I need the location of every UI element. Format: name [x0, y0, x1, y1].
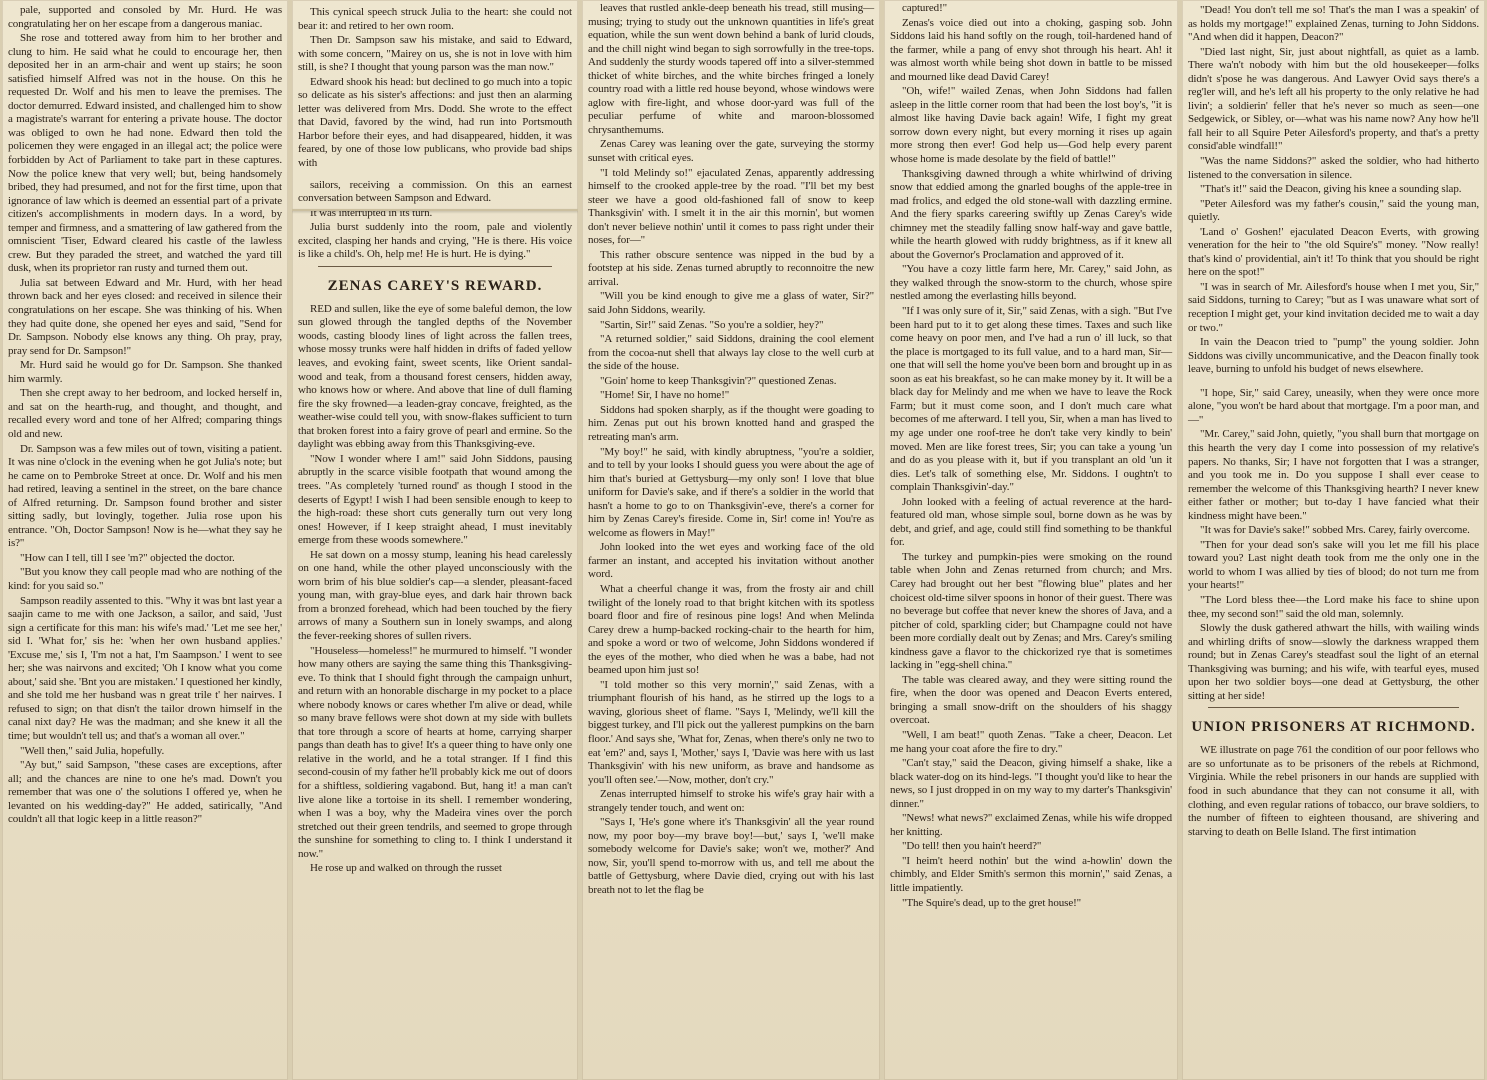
article-heading: UNION PRISONERS AT RICHMOND. [1191, 719, 1476, 736]
paragraph: "The Squire's dead, up to the gret house!" [902, 896, 1082, 909]
paragraph: leaves that rustled ankle-deep beneath his tread, still musing—musing; trying to study out the unknown quantities in life's great equation, while the sun went down behind a bank of lurid clouds, and the chill night wind began to sigh sorrowfully in the tree-tops. And suddenly the sturdy woods tapered off into a silver-stemmed thicket of white birches, and the white birches fringed a lonely country road with a little red house beyond, whose windows were aglow with fire-light, and whose door-yard was full of the peculiar perfume of white and maroon-blossomed chrysanthemums. [588, 2, 874, 136]
paragraph: Edward shook his head: but declined to go much into a topic so delicate as his sister's affections: and just then an alarming letter was delivered from Mrs. Dodd. She wrote to the effect that David, favored by the wind, had run into Portsmouth Harbor before their eyes, and had disappeared, hidden, it was feared, by one of those low publicans, who provide bad ships with [298, 75, 572, 170]
paragraph: The table was cleared away, and they were sitting round the fire, when the door was opened and Deacon Everts entered, bringing a small snow-drift on the shoulders of his shaggy overcoat. [890, 673, 1172, 727]
paragraph: This cynical speech struck Julia to the heart: she could not bear it: and retired to her own room. [298, 6, 572, 32]
paragraph: Siddons had spoken sharply, as if the thought were goading to him. Zenas put out his brown knotted hand and grasped the retreating man's arm. [588, 403, 874, 443]
paragraph: "Well then," said Julia, hopefully. [20, 744, 165, 757]
paragraph: 'Land o' Goshen!' ejaculated Deacon Everts, with growing veneration for the heir to "the old Squire's" money. "Now really! that's kind o' providential, ain't it! To think that you should be right here on the spot!" [1188, 225, 1479, 279]
column-4 [884, 0, 1178, 1080]
paragraph: "Well, I am beat!" quoth Zenas. "Take a cheer, Deacon. Let me hang your coat afore the fire to dry." [890, 728, 1172, 755]
paragraph: "How can I tell, till I see 'm?" objected the doctor. [20, 551, 235, 564]
paragraph: "Sartin, Sir!" said Zenas. "So you're a soldier, hey?" [600, 318, 824, 331]
paragraph: Julia burst suddenly into the room, pale and violently excited, clasping her hands and crying, "He is there. His voice is like a child's. Oh, help me! He is hurt. He is dying." [298, 221, 572, 261]
paragraph: "Will you be kind enough to give me a glass of water, Sir?" said John Siddons, wearily. [588, 290, 874, 317]
paragraph: Thanksgiving dawned through a white whirlwind of driving snow that eddied among the gnarled boughs of the apple-tree in mad frolics, and edged the old stone-wall with dazzling ermine. And the fiery sparks careering swiftly up Zenas Carey's wide chimney met the steadily falling snow half-way and gave battle, while the hearth glowed with ruddy brightness, as if it knew all about the Governor's Proclamation and approved of it. [890, 167, 1172, 261]
column-5-article-text [1188, 744, 1479, 839]
paragraph: Zenas interrupted himself to stroke his wife's gray hair with a strangely tender touch, and went on: [588, 788, 874, 814]
paragraph: "I was in search of Mr. Ailesford's house when I met you, Sir," said Siddons, turning to Carey; "but as I was unaware what sort of reception I might get, your kind invitation decided me to wait a day or two." [1188, 280, 1479, 334]
paragraph: "News! what news?" exclaimed Zenas, while his wife dropped her knitting. [890, 812, 1172, 838]
paragraph: "A returned soldier," said Siddons, draining the cool element from the cocoa-nut shell that always lay close to the well curb at the side of the house. [588, 333, 874, 373]
paragraph: Dr. Sampson was a few miles out of town, visiting a patient. It was nine o'clock in the evening when he got Julia's note; but he came on to Pembroke Street at once. Dr. Wolf and his men had retired, leaving a sentinel in the street, on the bare chance of Alfred returning. Dr. Sampson found brother and sister sitting sadly, but lovingly, together. Julia rose upon his entrance. "Oh, Doctor Sampson! Now is he—what they say he is?" [8, 442, 282, 550]
column-5-bottom-text [1188, 387, 1479, 704]
paragraph: This rather obscure sentence was nipped in the bud by a footstep at his side. Zenas turned abruptly to reconnoitre the new arrival. [588, 248, 874, 288]
column-4-text [890, 2, 1172, 910]
column-2 [292, 0, 578, 1080]
paragraph: "I heim't heerd nothin' but the wind a-howlin' down the chimbly, and Elder Smith's sermon this mornin'," said Zenas, a little impatiently. [890, 854, 1172, 894]
paragraph: In vain the Deacon tried to "pump" the young soldier. John Siddons was civilly uncommunicative, and the Deacon finally took leave, burning to unfold his budget of news elsewhere. [1188, 336, 1479, 376]
paragraph: Zenas Carey was leaning over the gate, surveying the stormy sunset with critical eyes. [588, 138, 874, 165]
paragraph: "Goin' home to keep Thanksgivin'?" questioned Zenas. [600, 374, 837, 387]
paragraph: pale, supported and consoled by Mr. Hurd. He was congratulating her on her escape from a dangerous maniac. [8, 4, 282, 30]
paragraph: "Now I wonder where I am!" said John Siddons, pausing abruptly in the scarce visible footpath that wound among the trees. "As completely 'turned round' as though I stood in the deserts of Egypt! I wish I had been sensible enough to keep to the high-road: these short cuts generally turn out very long ones! However, if I keep straight ahead, I must inevitably emerge from these woods somewhere." [298, 452, 572, 547]
paragraph: "Dead! You don't tell me so! That's the man I was a speakin' of as holds my mortgage!" explained Zenas, turning to John Siddons. "And when did it happen, Deacon?" [1188, 4, 1479, 44]
paragraph: RED and sullen, like the eye of some baleful demon, the low sun glowed through the tangled depths of the November woods, casting bloody lines of light across the fallen trees, whose mossy trunks were half hidden in drifts of faded yellow leaves, and evoking faint, sweet scents, like Orient sandal-wood and teak, from a thousand forest censers, hidden away, who knows how or where. And above that line of dull flaming fire the sky frowned—a leaden-gray concave, freighted, as the weather-wise could tell you, with snow-flakes sufficient to turn that broken forest into a fairy grove of pearl and ermine. So the daylight was ebbing away from this Thanksgiving-eve. [298, 302, 573, 451]
paragraph: "Was the name Siddons?" asked the soldier, who had hitherto listened to the conversation in silence. [1188, 155, 1479, 181]
paragraph: "Says I, 'He's gone where it's Thanksgivin' all the year round now, my poor boy—my brave boy!—but,' says I, 'we'll make somebody welcome for Davie's sake; won't we, mother?' And now, Sir, you'll spend to-morrow with us, and tell me about the battle of Gettysburg, where Davie died, crying out with his last breath not to let the flag be [588, 816, 874, 896]
column-2-top-text [298, 6, 572, 171]
paragraph: She rose and tottered away from him to her brother and clung to him. He said what he could to encourage her, then deposited her in an arm-chair and went up stairs; he soon satisfied himself Alfred was not in the house. On this he requested Dr. Wolf and his men to leave the premises. The doctor demurred. Edward insisted, and challenged him to show a magistrate's warrant for entering a private house. The doctor was obliged to own he had none. Edward then told the policemen they were engaged in an illegal act; the police were forbidden by Act of Parliament to take part in these captures. Now the police knew that very well; but, being handsomely bribed, they had presumed, and not for the first time, upon that ignorance of law which is deemed an essential part of a private citizen's accomplishments in modern days. In a word, by temper and firmness, and a smattering of law gathered from the omniscient 'Tiser, Edward cleared his castle of the lawless crew. But they paraded the street, and watched the yard till dusk, when its proprietor ran rusty and turned them out. [8, 32, 282, 275]
column-3 [582, 0, 880, 1080]
divider [1208, 707, 1459, 708]
paragraph: Mr. Hurd said he would go for Dr. Sampson. She thanked him warmly. [8, 359, 282, 385]
column-2-mid-text [298, 179, 572, 262]
paragraph: The turkey and pumpkin-pies were smoking on the round table when John and Zenas returned from church; and Mrs. Carey had brought out her best "flowing blue" plates and her choicest old-time silver spoons in honor of their guest. There was no beverage but coffee that never knew the shores of Java, and a pitcher of cold, sparkling cider; but Champagne could not have been more cordially dealt out by Zenas; and Mrs. Carey's smiling kindness gave a flavor to the chickorized rye that is sometimes lacking in "egg-shell china." [890, 550, 1172, 672]
column-5-top-text [1188, 4, 1479, 377]
paragraph: Slowly the dusk gathered athwart the hills, with wailing winds and whirling drifts of snow—slowly the darkness wrapped them round; but in Zenas Carey's steadfast soul the light of an eternal Thanksgiving was burning; and his wife, with tearful eyes, mused upon her two soldier boys—one dead at Gettysburg, the other sitting at her side! [1188, 622, 1479, 702]
paragraph: "But you know they call people mad who are nothing of the kind: for you said so." [8, 566, 282, 592]
paragraph: "Oh, wife!" wailed Zenas, when John Siddons had fallen asleep in the little corner room that had been the lost boy's, "it is almost like having Davie back again! Wife, I fight my great sorrow down every night, but every morning it rises up again more strong then ever! God help us—God help every parent whose home is made desolate by the field of battle!" [890, 85, 1172, 166]
column-3-text [588, 2, 874, 898]
paragraph: captured!" [902, 2, 948, 14]
story-heading: ZENAS CAREY'S REWARD. [327, 277, 543, 294]
paragraph: John looked into the wet eyes and working face of the old farmer an instant, and accepted his invitation without another word. [588, 541, 874, 581]
paragraph: "My boy!" he said, with kindly abruptness, "you're a soldier, and to tell by your looks I should guess you were about the age of him that's buried at Gettysburg—my only son! I love that blue uniform for Davie's sake, and if there's a soldier in the world that hasn't a home to go to on Thanksgivin'-eve, there's a corner for him by Zenas Carey's fireside. Come in, Sir! come in! You're as welcome as flowers in May!" [588, 445, 874, 539]
column-1 [2, 0, 288, 1080]
paragraph: He rose up and walked on through the russet [310, 862, 502, 875]
paragraph: "I told mother so this very mornin'," said Zenas, with a triumphant flourish of his hand, as he stirred up the logs to a waving, glorious sheet of flame. "Says I, 'Melindy, we'll kill the biggest turkey, and I'll pick out the yallerest pumpkins on the barn floor.' And says she, 'What for, Zenas, when there's only ne two to eat 'em?' and, says I, 'Mother,' says I, 'Davie was here with us last Thanksgivin' with his new uniform, as brave and handsome as you'll often see.'—Now, mother, don't cry." [588, 678, 874, 786]
paragraph: Sampson readily assented to this. "Why it was bnt last year a saajin came to me with one Jackson, a sailor, and said, 'Just sign a certificate for this man: his wife's mad.' 'Let me see her,' sid I. 'What for,' sis he: 'when her own husband applies.' 'Excuse me,' sis I, 'I'm not a hat, I'm Saampson.' I went to see her; she was nairvons and excited; 'Oh I know what you come about,' said she. 'Bnt you are mistaken.' I questioned her kindly, and she told me her husband was n great trile t' her nairves. I refused to sign; on that disn't the tailor drown himself in the canal nixt day? He was the madman; and she knew it all the time; but wouldn't tell us; and that's a woman all over." [8, 594, 282, 742]
divider [318, 266, 552, 267]
paragraph: "You have a cozy little farm here, Mr. Carey," said John, as they walked through the snow-storm to the church, whose spire nestled among the everlasting hills beyond. [890, 263, 1172, 303]
paragraph: "Then for your dead son's sake will you let me fill his place toward you? Last night death took from me the only one in the world to whom I was allied by ties of blood; do not turn me from your hearts!" [1188, 538, 1479, 592]
paragraph: "Do tell! then you hain't heerd?" [902, 840, 1042, 853]
paragraph: "Ay but," said Sampson, "these cases are exceptions, after all; and the chances are nine to one he's mad. Down't you remember that was one o' the solutions I offered ye, when he levanted on his wedding-day?" He added, satirically, "And couldn't all that logic keep in a little reason?" [8, 759, 282, 826]
paragraph: "That's it!" said the Deacon, giving his knee a sounding slap. [1200, 183, 1462, 196]
paragraph: John looked with a feeling of actual reverence at the hard-featured old man, whose simple soul, borne down as he was by debt, and grief, and age, could still find something to be thankful for. [890, 495, 1172, 549]
paragraph: "Home! Sir, I have no home!" [600, 389, 730, 402]
column-5 [1182, 0, 1485, 1080]
paragraph: "I told Melindy so!" ejaculated Zenas, apparently addressing himself to the crooked apple-tree by the road. "I'll bet my best steer we have a good old-fashioned fall of snow to keep Thanksgivin' with. I smelt it in the air this mornin', but women don't never believe nothin' until it comes to pass right under their noses, for—" [588, 166, 874, 247]
paragraph: "It was for Davie's sake!" sobbed Mrs. Carey, fairly overcome. [1200, 524, 1470, 537]
paragraph: Then she crept away to her bedroom, and locked herself in, and sat on the hearth-rug, and thought, and thought, and recalled every word and tone of her Alfred; comparing things old and new. [8, 387, 282, 440]
paragraph: "Can't stay," said the Deacon, giving himself a shake, like a black water-dog on its hind-legs. "I thought you'd like to hear the news, so I just dropped in on my way to my darter's Thanksgivin' dinner." [890, 757, 1172, 810]
paragraph: "Houseless—homeless!" he murmured to himself. "I wonder how many others are saying the same thing this Thanksgiving-eve. To think that I should fight through the campaign unhurt, and return with an honorable discharge in my pocket to a place where nobody knows or cares whether I'm alive or dead, while so many brave fellows were shot down at my side with bullets that tore through a score of hearts at home, carrying sharper pangs than death has to give! It's a queer thing to have only one relative in the world, and he a total stranger. If I find this second-cousin of my father he'll probably kick me out of doors for a shiftless, soldiering vagabond. But, hang it! a man can't live alone like a tortoise in its shell. I remember wondering, when I was a boy, why the Madeira vines over the porch stretched out their green tendrils, and seemed to grope through the sunshine for something to cling to. I think I understand it now." [298, 644, 572, 860]
column-1-text [8, 4, 282, 827]
paragraph: Then Dr. Sampson saw his mistake, and said to Edward, with some concern, "Mairey on us, she is not in love with him still, is she? I thought that young parson was the man now." [298, 34, 572, 74]
paragraph: What a cheerful change it was, from the frosty air and chill twilight of the lonely road to that bright kitchen with its spotless board floor and fire of resinous pine logs! And when Melinda Carey drew a hump-backed rocking-chair to the hearth for him, and spoke a word or two of welcome, John Siddons wondered if the eyes of the mother, who died when he was a babe, had not beamed upon him just so! [588, 582, 874, 677]
paragraph: Julia sat between Edward and Mr. Hurd, with her head thrown back and her eyes closed: and received in silence their congratulations on her escape. She was thinking of his. When they had quite done, she opened her eyes and said, "Send for Dr. Sampson. Nobody else knows any thing. Oh pray, pray, pray send for Dr. Sampson!" [8, 276, 282, 357]
paragraph: "If I was only sure of it, Sir," said Zenas, with a sigh. "But I've been hard put to it to get along these times. Taxes and such like come heavy on poor men, and I've had a run o' ill luck, so that the place is mortgaged to its full value, and to a hard man, Sir—one that will sell the home you've been born and brought up in as soon as eat his breakfast, so he can make money by it. It will be a black day for Melindy and me when we have to leave the Rock Farm; but it must come soon, and I don't much care what becomes of me afterward. I tell you, Sir, when a man has lived to my age under one roof-tree he don't take very kindly to bein' moved. Men are like forest trees, Sir; you can take a young 'un and do as you please with it, but if you transplant an old 'un it dies. Let's talk of something else, Mr. Siddons. I oughtn't to complain Thanksgivin'-day." [890, 305, 1172, 494]
paragraph: He sat down on a mossy stump, leaning his head carelessly on one hand, while the other played unconsciously with the worn brim of his blue soldier's cap—a slender, pleasant-faced young man, with gray-blue eyes, and dark hair thrown back from a bronzed forehead, which had been touched by the fiery arrows of many a Southern sun in lonely swamps, and along the fever-reeking shores of sullen rivers. [298, 548, 572, 642]
paragraph: "I hope, Sir," said Carey, uneasily, when they were once more alone, "you won't be hard about that mortgage. I'm a poor man, and—" [1188, 386, 1479, 426]
paragraph: WE illustrate on page 761 the condition of our poor fellows who are so unfortunate as to be prisoners of the rebels at Richmond, Virginia. While the rebel prisoners in our hands are supplied with food in such abundance that they can not consume it all, with clothing, and even regular rations of tobacco, our brave soldiers, to the number of fifteen to eighteen thousand, are shivering and starving to death on Belle Island. The first intimation [1188, 744, 1479, 838]
column-2-story-text [298, 303, 572, 876]
paragraph: Zenas's voice died out into a choking, gasping sob. John Siddons laid his hand softly on the rough, toil-hardened hand of the farmer, while a pang of envy shot through his heart. Ah! it was almost worth while being shot down in battle to be missed and mourned like dead David Carey! [890, 16, 1172, 83]
paragraph: It was interrupted in its turn. [310, 206, 433, 219]
paragraph: "Mr. Carey," said John, quietly, "you shall burn that mortgage on this hearth the very day I come into possession of my relative's papers. No thanks, Sir; I have not forgotten that I was a stranger, and you took me in. Do you suppose I shall ever cease to remember the welcome of this Thanksgiving hearth? I never knew either father or mother; but to-day I have fancied what their kindness might have been." [1188, 428, 1479, 522]
paragraph: "The Lord bless thee—the Lord make his face to shine upon thee, my second son!" said the old man, solemnly. [1188, 593, 1479, 620]
paragraph: "Peter Ailesford was my father's cousin," said the young man, quietly. [1188, 197, 1479, 224]
paragraph: sailors, receiving a commission. On this an earnest conversation between Sampson and Edward. [298, 178, 572, 205]
paragraph: "Died last night, Sir, just about nightfall, as quiet as a lamb. There wa'n't nobody with him but the old housekeeper—folks didn't s'pose he was dangerous. And Lawyer Ovid says there's a reg'ler will, and he's left all his property to the only relative he had livin'; a soldierin' feller that he's never so much as seen—one Sedgewick, or Sibley, or—what was his name now? Any how he'll fall heir to all Squire Peter Ailesford's property, and that's a pretty consid'able windfall!" [1188, 45, 1479, 153]
